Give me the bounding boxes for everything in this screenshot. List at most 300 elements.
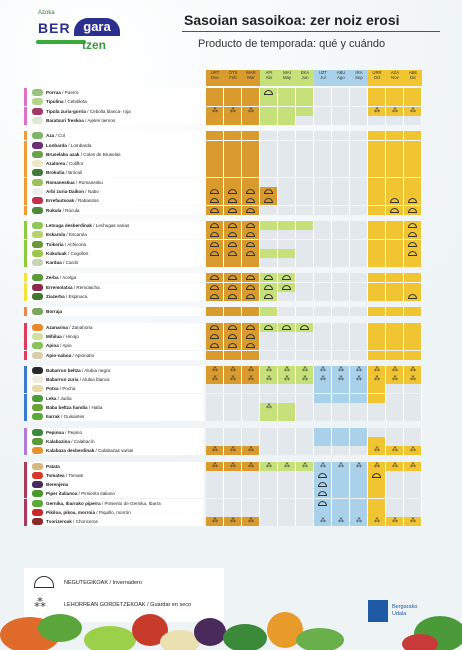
greenhouse-icon <box>210 232 219 237</box>
product-name-eu: Kalabazina <box>46 438 70 444</box>
product-name-es: Hinojo <box>65 333 79 339</box>
month-cell <box>368 283 386 292</box>
month-cell <box>260 508 278 517</box>
name-separator: / <box>72 284 77 290</box>
month-cell <box>242 240 260 249</box>
month-cell <box>404 116 422 125</box>
month-cell <box>278 273 296 282</box>
month-cell <box>404 240 422 249</box>
product-thumbnail <box>32 250 43 257</box>
greenhouse-icon <box>228 189 237 194</box>
month-es: Oct <box>373 75 381 80</box>
legend-winter-label: NEGUTEGIKOAK / Invernadero <box>64 580 142 586</box>
month-cell <box>206 508 224 517</box>
month-cell <box>224 489 242 498</box>
month-cell <box>404 258 422 267</box>
month-cell <box>386 131 404 140</box>
dry-storage-icon: ⁂ <box>338 518 344 525</box>
dry-storage-icon: ⁂ <box>230 462 236 469</box>
month-cell <box>368 240 386 249</box>
product-label <box>28 131 204 140</box>
product-name-es: Apionabo <box>74 352 95 358</box>
month-cell <box>206 196 224 205</box>
month-cell <box>242 412 260 421</box>
month-cell <box>350 97 368 106</box>
greenhouse-icon <box>246 208 255 213</box>
month-cell <box>242 366 260 375</box>
greenhouse-icon <box>264 198 273 203</box>
product-name-eu: Apioa <box>46 343 59 349</box>
month-cell <box>242 221 260 230</box>
month-cell <box>296 292 314 301</box>
month-cell <box>404 323 422 332</box>
month-cell <box>350 323 368 332</box>
month-header <box>224 70 242 86</box>
month-cell <box>404 292 422 301</box>
product-thumbnail <box>32 151 43 158</box>
month-cell <box>332 221 350 230</box>
month-cell <box>404 273 422 282</box>
name-separator: / <box>91 222 96 228</box>
product-name-es: Romanesku <box>78 179 103 185</box>
name-separator: / <box>95 510 99 515</box>
month-cell <box>386 249 404 258</box>
product-name-es: Rúcula <box>65 207 80 213</box>
month-cell <box>224 446 242 455</box>
month-cell <box>260 283 278 292</box>
dry-storage-icon: ⁂ <box>266 462 272 469</box>
month-header <box>386 70 404 86</box>
month-cell <box>314 206 332 215</box>
month-cell <box>368 168 386 177</box>
month-cell <box>206 480 224 489</box>
month-cell <box>224 366 242 375</box>
table-row <box>24 240 422 249</box>
month-cell <box>206 384 224 393</box>
council-shield-icon <box>368 600 388 622</box>
month-cell <box>332 366 350 375</box>
name-separator: / <box>64 294 69 299</box>
bergaratzen-logo <box>12 8 132 58</box>
month-cell <box>404 221 422 230</box>
name-separator: / <box>54 133 59 139</box>
name-separator: / <box>79 151 84 157</box>
month-cell <box>332 462 350 471</box>
name-separator: / <box>78 377 82 383</box>
month-cell <box>368 97 386 106</box>
greenhouse-icon <box>210 223 219 228</box>
month-cell <box>332 258 350 267</box>
table-row <box>24 88 422 97</box>
month-cell <box>404 230 422 239</box>
group-color-bar <box>24 187 27 196</box>
greenhouse-icon <box>300 325 309 330</box>
month-es: Ago <box>337 75 345 80</box>
dry-storage-icon: ⁂ <box>374 447 380 454</box>
product-label <box>28 428 204 437</box>
name-separator: / <box>65 232 69 238</box>
month-eu: EKA <box>300 70 310 75</box>
group-color-bar <box>24 131 27 140</box>
month-cell <box>278 141 296 150</box>
month-cell <box>242 323 260 332</box>
product-label <box>28 168 204 177</box>
month-cell <box>260 394 278 403</box>
product-thumbnail <box>32 509 43 516</box>
month-cell <box>314 471 332 480</box>
month-cell <box>332 131 350 140</box>
product-name-eu: Leka <box>46 395 57 401</box>
month-cell <box>332 437 350 446</box>
table-row <box>24 283 422 292</box>
product-thumbnail <box>32 385 43 392</box>
month-cell <box>296 273 314 282</box>
product-name-eu: Tipula zuria-gorria <box>46 108 86 114</box>
group-color-bar <box>24 323 27 332</box>
greenhouse-icon <box>408 294 417 299</box>
group-color-bar <box>24 273 27 282</box>
month-cell <box>296 375 314 384</box>
product-label <box>28 178 204 187</box>
month-cell <box>260 187 278 196</box>
month-cell <box>224 462 242 471</box>
month-cell <box>206 403 224 412</box>
month-cell <box>206 292 224 301</box>
dry-storage-icon: ⁂ <box>212 462 218 469</box>
greenhouse-icon <box>228 294 237 299</box>
month-cell <box>224 206 242 215</box>
dry-storage-icon: ⁂ <box>374 366 380 373</box>
product-name-es: Ajetes tiernos <box>87 117 116 123</box>
month-cell <box>332 412 350 421</box>
month-cell <box>278 499 296 508</box>
product-name-eu: Tomatea <box>46 472 65 478</box>
month-cell <box>224 131 242 140</box>
month-cell <box>386 384 404 393</box>
month-cell <box>386 341 404 350</box>
month-cell <box>224 249 242 258</box>
month-cell <box>404 499 422 508</box>
product-label <box>28 489 204 498</box>
greenhouse-icon <box>210 251 219 256</box>
product-name-eu: Kalabaza desberdinak <box>46 448 95 454</box>
group-color-bar <box>24 412 27 421</box>
dry-storage-icon: ⁂ <box>374 107 380 114</box>
month-cell <box>260 412 278 421</box>
group-color-bar <box>24 307 27 316</box>
greenhouse-icon <box>282 275 291 280</box>
month-cell <box>350 446 368 455</box>
month-cell <box>278 230 296 239</box>
month-cell <box>314 150 332 159</box>
greenhouse-icon <box>264 189 273 194</box>
product-name-es: Coles de Bruselas <box>83 151 121 157</box>
month-cell <box>368 332 386 341</box>
month-cell <box>350 131 368 140</box>
month-header <box>404 70 422 86</box>
month-cell <box>368 107 386 116</box>
dry-storage-icon: ⁂ <box>248 376 254 383</box>
month-cell <box>314 221 332 230</box>
greenhouse-icon <box>282 325 291 330</box>
month-cell <box>242 187 260 196</box>
greenhouse-icon <box>408 223 417 228</box>
month-cell <box>260 480 278 489</box>
month-cell <box>206 437 224 446</box>
month-cell <box>386 258 404 267</box>
month-cell <box>224 159 242 168</box>
month-cell <box>386 366 404 375</box>
month-cell <box>386 499 404 508</box>
month-cell <box>404 206 422 215</box>
dry-storage-icon: ⁂ <box>392 366 398 373</box>
product-name-eu: Pikiloa, pikoa, morroia <box>46 510 96 515</box>
group-color-bar <box>24 499 27 508</box>
product-label <box>28 150 204 159</box>
dry-storage-icon: ⁂ <box>392 376 398 383</box>
month-cell <box>278 375 296 384</box>
month-cell <box>206 240 224 249</box>
logo-azoka: Azoka <box>38 10 55 16</box>
product-name-es: Pepino <box>67 429 83 435</box>
month-cell <box>206 366 224 375</box>
greenhouse-icon <box>228 251 237 256</box>
month-cell <box>278 412 296 421</box>
month-cell <box>260 403 278 412</box>
product-name-eu: Eskarola <box>46 232 66 238</box>
month-cell <box>224 258 242 267</box>
product-name-eu: Kardua <box>46 260 62 266</box>
table-row <box>24 480 422 489</box>
product-thumbnail <box>32 179 43 186</box>
name-separator: / <box>56 395 61 401</box>
month-cell <box>386 292 404 301</box>
month-cell <box>296 150 314 159</box>
product-name-es: Calabacín <box>73 438 95 444</box>
month-cell <box>314 249 332 258</box>
month-es: Sep <box>355 75 363 80</box>
month-cell <box>404 462 422 471</box>
greenhouse-icon <box>246 223 255 228</box>
month-cell <box>314 351 332 360</box>
logo-tzen: tzen <box>82 38 106 52</box>
product-name-eu: Brokulia <box>46 170 65 176</box>
greenhouse-icon <box>246 285 255 290</box>
product-thumbnail <box>32 108 43 115</box>
month-cell <box>368 230 386 239</box>
product-thumbnail <box>32 413 43 420</box>
logo-swoosh <box>36 40 86 44</box>
month-cell <box>350 462 368 471</box>
month-cell <box>332 508 350 517</box>
month-cell <box>278 196 296 205</box>
greenhouse-icon <box>246 294 255 299</box>
month-cell <box>242 375 260 384</box>
month-cell <box>368 499 386 508</box>
group-color-bar <box>24 471 27 480</box>
month-cell <box>260 366 278 375</box>
month-cell <box>224 412 242 421</box>
product-name-eu: Pepinoa <box>46 429 64 435</box>
table-row <box>24 273 422 282</box>
product-label <box>28 351 204 360</box>
month-cell <box>206 107 224 116</box>
month-cell <box>260 471 278 480</box>
month-cell <box>296 230 314 239</box>
month-cell <box>386 332 404 341</box>
month-cell <box>224 273 242 282</box>
product-label <box>28 273 204 282</box>
name-separator: / <box>74 179 79 185</box>
product-name-eu: Arbi zuria-Daikon <box>46 189 85 194</box>
month-cell <box>242 206 260 215</box>
table-row <box>24 249 422 258</box>
month-cell <box>296 88 314 97</box>
product-thumbnail <box>32 207 43 214</box>
month-cell <box>296 366 314 375</box>
month-cell <box>314 384 332 393</box>
greenhouse-icon <box>390 198 399 203</box>
month-cell <box>350 221 368 230</box>
dry-storage-icon: ⁂ <box>410 366 416 373</box>
product-name-eu: Bruselako azak <box>46 151 80 157</box>
product-name-eu: Txorizeroak <box>46 519 72 525</box>
dry-storage-icon: ⁂ <box>230 366 236 373</box>
month-cell <box>296 412 314 421</box>
month-cell <box>386 221 404 230</box>
month-cell <box>350 141 368 150</box>
product-name-eu: Ilarrak <box>46 414 60 420</box>
month-cell <box>206 471 224 480</box>
month-cell <box>314 323 332 332</box>
month-cell <box>368 323 386 332</box>
month-cell <box>224 283 242 292</box>
month-es: Abr <box>265 75 273 80</box>
month-cell <box>260 499 278 508</box>
month-cell <box>260 273 278 282</box>
month-cell <box>206 462 224 471</box>
greenhouse-icon <box>210 242 219 247</box>
dry-storage-icon: ⁂ <box>230 447 236 454</box>
month-cell <box>350 341 368 350</box>
product-thumbnail <box>32 169 43 176</box>
month-cell <box>224 471 242 480</box>
greenhouse-icon <box>210 189 219 194</box>
month-cell <box>332 446 350 455</box>
name-separator: / <box>71 519 76 525</box>
group-color-bar <box>24 206 27 215</box>
month-es: May <box>282 75 292 80</box>
group-color-bar <box>24 97 27 106</box>
greenhouse-icon <box>210 285 219 290</box>
month-cell <box>206 178 224 187</box>
month-cell <box>314 131 332 140</box>
greenhouse-icon <box>246 325 255 330</box>
product-label <box>28 283 204 292</box>
month-cell <box>296 446 314 455</box>
month-cell <box>386 489 404 498</box>
product-thumbnail <box>32 352 43 359</box>
product-name-es: Cebolleta <box>67 99 87 105</box>
table-row <box>24 258 422 267</box>
name-separator: / <box>100 500 105 506</box>
month-cell <box>332 375 350 384</box>
product-name-es: Alubia blanca <box>82 377 110 383</box>
table-row <box>24 116 422 125</box>
product-label <box>28 107 204 116</box>
month-cell <box>278 517 296 526</box>
product-thumbnail <box>32 367 43 374</box>
dry-storage-icon: ⁂ <box>248 107 254 114</box>
month-cell <box>296 116 314 125</box>
month-cell <box>224 141 242 150</box>
month-cell <box>350 159 368 168</box>
product-thumbnail <box>32 500 43 507</box>
month-cell <box>242 249 260 258</box>
product-label <box>28 384 204 393</box>
greenhouse-icon <box>390 208 399 213</box>
group-color-bar <box>24 437 27 446</box>
dry-storage-icon: ⁂ <box>302 462 308 469</box>
group-color-bar <box>24 341 27 350</box>
month-cell <box>242 341 260 350</box>
month-cell <box>314 489 332 498</box>
month-cell <box>386 196 404 205</box>
product-label <box>28 323 204 332</box>
group-color-bar <box>24 366 27 375</box>
dry-storage-icon: ⁂ <box>374 518 380 525</box>
product-name-eu: Rukula <box>46 207 62 213</box>
month-cell <box>332 249 350 258</box>
month-cell <box>314 403 332 412</box>
greenhouse-icon <box>34 576 54 588</box>
product-name-es: Zanahoria <box>71 324 93 330</box>
month-cell <box>386 283 404 292</box>
month-cell <box>350 508 368 517</box>
greenhouse-icon <box>318 482 327 487</box>
month-cell <box>332 116 350 125</box>
month-cell <box>386 462 404 471</box>
month-cell <box>278 107 296 116</box>
greenhouse-icon <box>210 198 219 203</box>
greenhouse-icon <box>228 232 237 237</box>
month-header <box>260 70 278 86</box>
month-cell <box>332 150 350 159</box>
table-row <box>24 150 422 159</box>
product-name-es: Nabo <box>87 189 99 194</box>
month-cell <box>206 258 224 267</box>
month-cell <box>404 97 422 106</box>
month-cell <box>260 97 278 106</box>
month-cell <box>314 187 332 196</box>
name-separator: / <box>84 189 88 194</box>
month-cell <box>278 366 296 375</box>
dry-storage-icon: ⁂ <box>266 404 272 410</box>
product-name-eu: Errefautsoak <box>46 198 75 204</box>
month-cell <box>206 159 224 168</box>
month-cell <box>296 323 314 332</box>
product-label <box>28 375 204 384</box>
product-name-es: Guisantes <box>63 414 85 420</box>
product-name-es: Col <box>58 133 65 139</box>
name-separator: / <box>71 352 75 358</box>
greenhouse-icon <box>246 198 255 203</box>
greenhouse-icon <box>408 232 417 237</box>
name-separator: / <box>66 250 71 256</box>
name-separator: / <box>64 472 69 478</box>
month-cell <box>350 150 368 159</box>
month-cell <box>260 178 278 187</box>
